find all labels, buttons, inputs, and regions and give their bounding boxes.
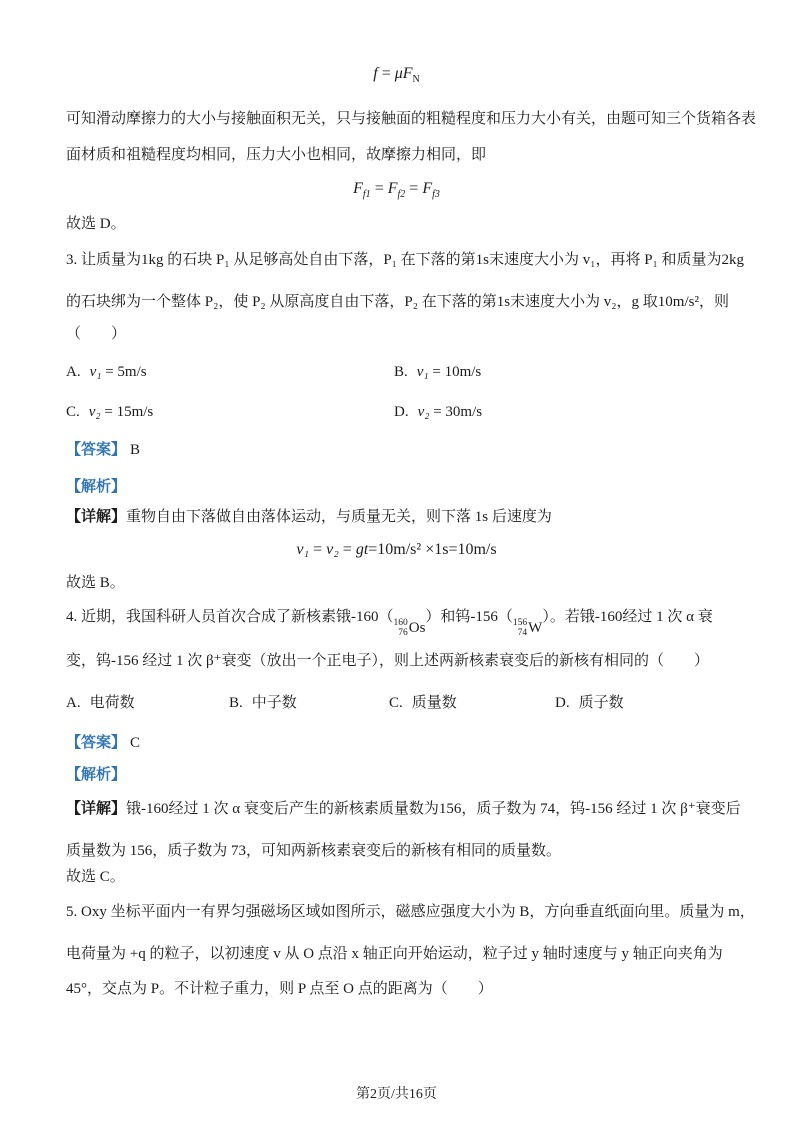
friction-equal-formula bbox=[0, 177, 793, 200]
q3-stem-bracket: （ ） bbox=[66, 326, 127, 342]
answer2-explanation-line1: 可知滑动摩擦力的大小与接触面积无关，只与接触面的粗糙程度和压力大小有关，由题可知三个货箱各表 bbox=[66, 111, 757, 127]
q4-options-row bbox=[66, 692, 737, 715]
q3-option-a bbox=[66, 361, 394, 384]
q4-stem-line2: 变，钨-156 经过 1 次 β⁺衰变（放出一个正电子），则上述两新核素衰变后的新核有相同的（ ） bbox=[66, 653, 710, 669]
q4-osmium-mass-number: 160 bbox=[393, 618, 408, 628]
q4-stem-text3: ）。若锇-160经过 1 次 α 衰 bbox=[542, 609, 713, 625]
formula-sub-f3: f3 bbox=[432, 189, 440, 201]
formula-sub-f2: f2 bbox=[397, 189, 406, 201]
q4-option-c-text: 质量数 bbox=[411, 695, 457, 711]
formula-sub-N: N bbox=[412, 74, 420, 86]
q3-formula-v1: v₁ bbox=[296, 541, 310, 558]
q3-answer-line bbox=[66, 439, 737, 462]
answer2-conclusion: 故选 D。 bbox=[66, 216, 126, 232]
q3-option-c-label: C. bbox=[66, 404, 80, 420]
q4-nuclide-osmium bbox=[394, 617, 426, 640]
q4-answer-letter: C bbox=[130, 735, 141, 751]
q3-option-b-var: v₁ bbox=[416, 364, 429, 380]
q5-stem-line1: 5. Oxy 坐标平面内一有界匀强磁场区域如图所示，磁感应强度大小为 B，方向垂直纸面向里。质量为 m， bbox=[66, 904, 755, 920]
q4-option-b bbox=[229, 692, 389, 715]
q4-option-b-text: 中子数 bbox=[251, 695, 297, 711]
formula-var-f: f bbox=[373, 65, 378, 82]
q3-conclusion: 故选 B。 bbox=[66, 575, 125, 591]
q3-option-a-value: = 5m/s bbox=[101, 364, 147, 380]
q3-option-c bbox=[66, 401, 394, 424]
q3-stem-line1: 3. 让质量为1kg 的石块 P₁ 从足够高处自由下落，P₁ 在下落的第1s末速度大小为 v₁，再将 P₁ 和质量为2kg bbox=[66, 252, 745, 268]
q3-option-c-var: v₂ bbox=[88, 404, 101, 420]
q4-tungsten-symbol: W bbox=[528, 619, 543, 636]
q4-tungsten-numbers bbox=[513, 618, 527, 638]
q4-tungsten-mass-number: 156 bbox=[512, 618, 528, 628]
q4-option-a-text: 电荷数 bbox=[89, 695, 135, 711]
formula-equals-1: = bbox=[370, 180, 388, 197]
q3-formula-eq1: = bbox=[309, 541, 327, 558]
q3-answer-letter: B bbox=[130, 442, 141, 458]
q4-answer-line bbox=[66, 732, 737, 755]
q3-option-d-value: = 30m/s bbox=[429, 404, 483, 420]
formula-var-F2: F bbox=[387, 180, 398, 197]
formula-mu-F: μF bbox=[394, 65, 413, 82]
q3-formula-v2: v₂ bbox=[326, 541, 339, 558]
q3-speed-formula bbox=[0, 538, 793, 561]
formula-equals: = bbox=[377, 65, 395, 82]
q4-stem-line1 bbox=[66, 606, 737, 640]
q4-nuclide-tungsten bbox=[513, 617, 542, 640]
q4-analysis-line bbox=[66, 764, 737, 787]
q4-option-c bbox=[389, 692, 555, 715]
q3-option-b bbox=[394, 361, 737, 384]
q4-option-d bbox=[555, 692, 737, 715]
answer2-explanation-line2: 面材质和祖糙程度均相同，压力大小也相同，故摩擦力相同，即 bbox=[66, 147, 487, 163]
q4-conclusion: 故选 C。 bbox=[66, 869, 125, 885]
q3-options-row1 bbox=[66, 361, 737, 384]
formula-var-F1: F bbox=[353, 180, 363, 197]
q4-stem-text1: 4. 近期，我国科研人员首次合成了新核素锇-160（ bbox=[66, 609, 394, 625]
q3-option-d-label: D. bbox=[394, 404, 409, 420]
q3-formula-eq2: = bbox=[338, 541, 356, 558]
q4-option-a-label: A. bbox=[66, 695, 81, 711]
q3-option-a-label: A. bbox=[66, 364, 81, 380]
q4-analysis-tag: 【解析】 bbox=[66, 767, 127, 783]
q3-option-b-label: B. bbox=[394, 364, 408, 380]
q4-detail-tag: 【详解】 bbox=[66, 801, 127, 817]
q3-formula-gt: gt bbox=[355, 541, 369, 558]
q4-stem-text2: ）和钨-156（ bbox=[425, 609, 513, 625]
q5-stem-line2: 电荷量为 +q 的粒子，以初速度 v 从 O 点沿 x 轴正向开始运动，粒子过 y 轴时速度与 y 轴正向夹角为 bbox=[66, 946, 723, 962]
q3-analysis-line bbox=[66, 476, 737, 499]
q3-option-d-var: v₂ bbox=[417, 404, 430, 420]
q4-detail-text1: 锇-160经过 1 次 α 衰变后产生的新核素质量数为156，质子数为 74，钨-156 经过 1 次 β⁺衰变后 bbox=[126, 801, 741, 817]
q4-detail-line2: 质量数为 156，质子数为 73，可知两新核素衰变后的新核有相同的质量数。 bbox=[66, 843, 562, 859]
q4-tungsten-atomic-number: 74 bbox=[517, 628, 528, 638]
q3-detail-tag: 【详解】 bbox=[66, 509, 127, 525]
q4-osmium-symbol: Os bbox=[408, 619, 426, 636]
q3-option-b-value: = 10m/s bbox=[428, 364, 482, 380]
q3-option-d bbox=[394, 401, 737, 424]
q3-stem-line2: 的石块绑为一个整体 P₂，使 P₂ 从原高度自由下落，P₂ 在下落的第1s末速度大小为 v₂，g 取10m/s²，则 bbox=[66, 294, 729, 310]
formula-var-F3: F bbox=[422, 180, 433, 197]
q4-detail-line1 bbox=[66, 798, 741, 821]
q4-option-a bbox=[66, 692, 229, 715]
q4-answer-tag: 【答案】 bbox=[66, 735, 127, 751]
q4-osmium-numbers bbox=[394, 618, 408, 638]
q3-answer-tag: 【答案】 bbox=[66, 442, 127, 458]
formula-equals-2: = bbox=[405, 180, 423, 197]
q4-option-d-text: 质子数 bbox=[578, 695, 624, 711]
q3-options-row2 bbox=[66, 401, 737, 424]
q5-stem-line3: 45°，交点为 P。不计粒子重力，则 P 点至 O 点的距离为（ ） bbox=[66, 981, 493, 997]
q3-analysis-tag: 【解析】 bbox=[66, 479, 127, 495]
q4-option-c-label: C. bbox=[389, 695, 403, 711]
q3-option-a-var: v₁ bbox=[89, 364, 102, 380]
q3-formula-result: =10m/s² ×1s=10m/s bbox=[368, 541, 497, 558]
q4-option-d-label: D. bbox=[555, 695, 570, 711]
q3-option-c-value: = 15m/s bbox=[100, 404, 154, 420]
q4-osmium-atomic-number: 76 bbox=[398, 628, 408, 638]
q4-option-b-label: B. bbox=[229, 695, 243, 711]
friction-formula bbox=[0, 62, 793, 85]
page-number-footer: 第2页/共16页 bbox=[356, 1087, 437, 1102]
formula-sub-f1: f1 bbox=[362, 189, 371, 201]
q3-detail-text: 重物自由下落做自由落体运动，与质量无关，则下落 1s 后速度为 bbox=[126, 509, 552, 525]
q3-detail-line bbox=[66, 506, 737, 529]
